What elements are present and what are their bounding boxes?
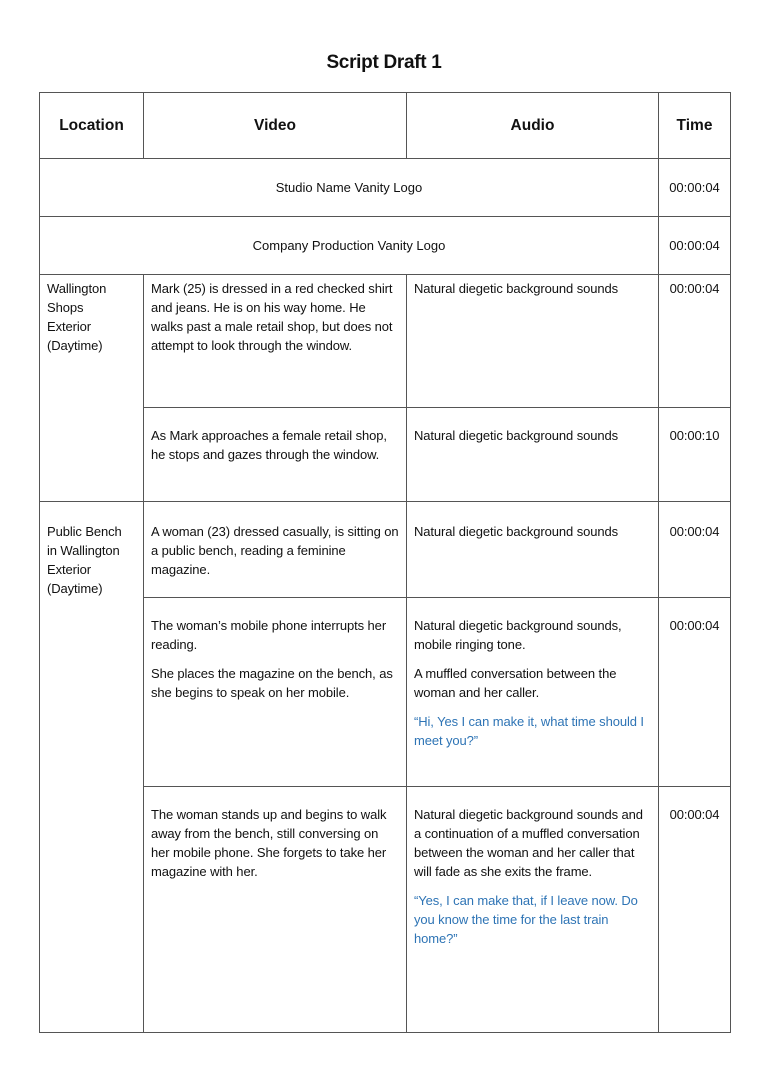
audio-text: Natural diegetic background sounds, mobile ringing tone. [414, 618, 622, 652]
audio-text: Natural diegetic background sounds [414, 524, 619, 539]
audio-cell [407, 502, 659, 598]
video-text: As Mark approaches a female retail shop, he stops and gazes through the window. [151, 428, 387, 462]
time-cell [659, 502, 731, 598]
location-line: Shops [47, 300, 84, 315]
time-value: 00:00:04 [669, 281, 720, 296]
logo-label: Studio Name Vanity Logo [40, 159, 659, 217]
video-text: The woman stands up and begins to walk away from the bench, still conversing on her mobile phone. She forgets to take her magazine with her. [151, 807, 387, 879]
audio-text: Natural diegetic background sounds and a continuation of a muffled conversation between the woman and her caller that will fade as she exits the frame. [414, 807, 643, 879]
audio-cell [407, 787, 659, 1033]
header-audio: Audio [407, 93, 659, 159]
table-row [40, 598, 731, 787]
time-value: 00:00:04 [669, 807, 720, 822]
audio-cell [407, 598, 659, 787]
dialogue-quote: “Hi, Yes I can make it, what time should I meet you?” [414, 714, 644, 748]
time-cell [659, 598, 731, 787]
video-cell [144, 408, 407, 502]
time-value: 00:00:10 [669, 428, 720, 443]
logo-time: 00:00:04 [659, 217, 731, 275]
header-time: Time [659, 93, 731, 159]
dialogue-quote: “Yes, I can make that, if I leave now. Do you know the time for the last train home?” [414, 893, 638, 946]
audio-text: Natural diegetic background sounds [414, 281, 619, 296]
video-text: She places the magazine on the bench, as she begins to speak on her mobile. [151, 666, 393, 700]
audio-text: A muffled conversation between the woman and her caller. [414, 666, 617, 700]
audio-text: Natural diegetic background sounds [414, 428, 619, 443]
time-value: 00:00:04 [669, 524, 720, 539]
scene-location [40, 502, 144, 1033]
logo-row-studio [40, 159, 731, 217]
video-cell [144, 598, 407, 787]
location-line: Exterior [47, 319, 91, 334]
video-text: The woman’s mobile phone interrupts her reading. [151, 618, 387, 652]
location-line: (Daytime) [47, 338, 103, 353]
video-text: A woman (23) dressed casually, is sitting on a public bench, reading a feminine magazine. [151, 524, 399, 577]
scene-location [40, 275, 144, 502]
audio-cell [407, 275, 659, 408]
time-cell [659, 275, 731, 408]
time-cell [659, 408, 731, 502]
header-video: Video [144, 93, 407, 159]
video-cell [144, 787, 407, 1033]
logo-time: 00:00:04 [659, 159, 731, 217]
location-line: Public Bench [47, 524, 122, 539]
audio-cell [407, 408, 659, 502]
header-row [40, 93, 731, 159]
header-location: Location [40, 93, 144, 159]
table-row [40, 408, 731, 502]
video-cell [144, 502, 407, 598]
page-title: Script Draft 1 [326, 52, 442, 73]
table-row [40, 787, 731, 1033]
logo-row-company [40, 217, 731, 275]
location-line: Exterior [47, 562, 91, 577]
time-value: 00:00:04 [669, 618, 720, 633]
script-table [39, 92, 731, 1033]
video-cell [144, 275, 407, 408]
table-row [40, 275, 731, 408]
time-cell [659, 787, 731, 1033]
location-line: (Daytime) [47, 581, 103, 596]
logo-label: Company Production Vanity Logo [40, 217, 659, 275]
video-text: Mark (25) is dressed in a red checked shirt and jeans. He is on his way home. He walks past a male retail shop, but does not attempt to look through the window. [151, 281, 393, 353]
location-line: Wallington [47, 281, 107, 296]
location-line: in Wallington [47, 543, 120, 558]
table-row [40, 502, 731, 598]
